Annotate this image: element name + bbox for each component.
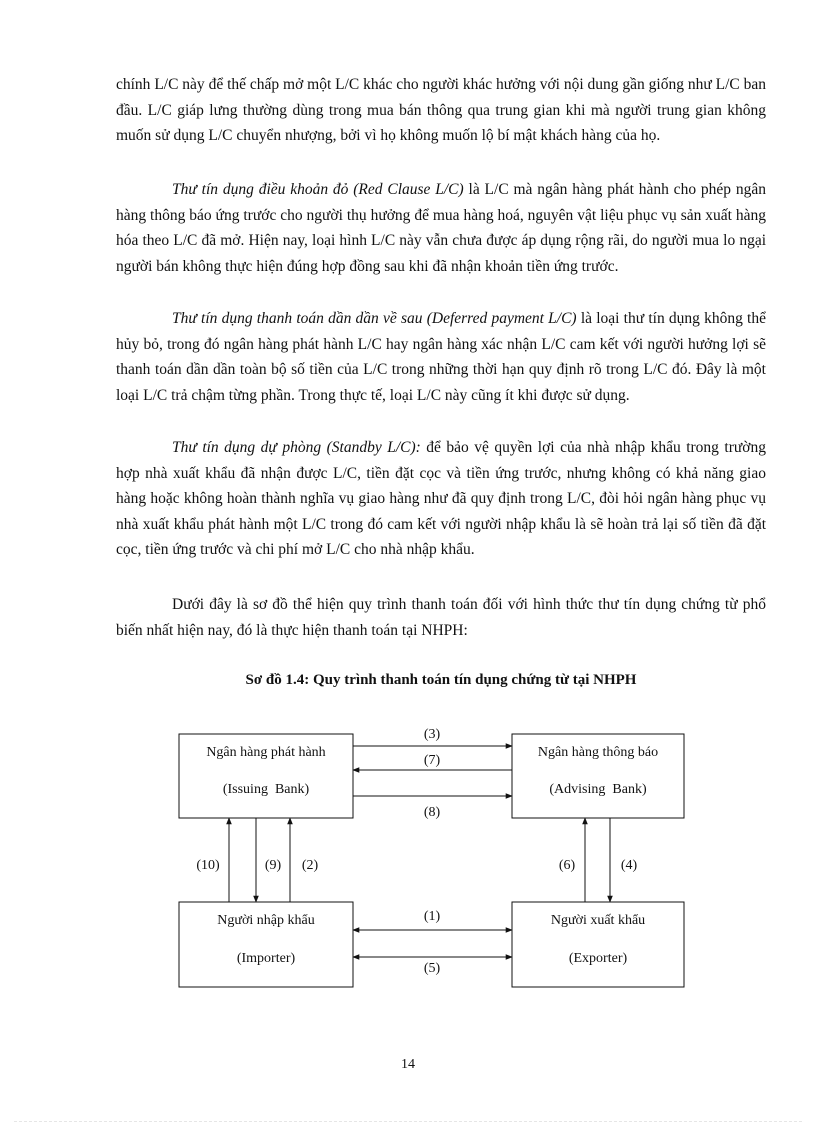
step-2-label: (2): [301, 858, 319, 873]
paragraph-lead: Thư tín dụng điều khoản đỏ (Red Clause L/C): [172, 181, 464, 198]
importer-english-label: (Importer): [236, 951, 296, 966]
importer-label: Người nhập khẩu: [217, 913, 315, 928]
paragraph-lead: Thư tín dụng thanh toán dần dần về sau (Deferred payment L/C): [172, 310, 577, 327]
step-7-label: (7): [423, 753, 441, 768]
step-8-label: (8): [423, 805, 441, 820]
step-10-label: (10): [196, 858, 220, 873]
advising-bank-english-label: (Advising Bank): [549, 782, 647, 797]
exporter-label: Người xuất khẩu: [550, 913, 646, 928]
step-1-label: (1): [423, 909, 441, 924]
diagram-caption: Sơ đồ 1.4: Quy trình thanh toán tín dụng chứng từ tại NHPH: [245, 672, 637, 688]
step-9-label: (9): [264, 858, 282, 873]
exporter-english-label: (Exporter): [568, 951, 628, 966]
step-5-label: (5): [423, 961, 441, 976]
paragraph-text: chính L/C này để thế chấp mở một L/C khác cho người khác hưởng với nội dung gần giống như L/C ban đầu. L/C giáp lưng thường dùng trong mua bán thông qua trung gian khi mà người trung gian không muốn sử dụng L/C chuyển nhượng, bởi vì họ không muốn lộ bí mật khách hàng của họ.: [116, 76, 766, 144]
issuing-bank-label: Ngân hàng phát hành: [206, 745, 326, 760]
paragraph-text: là L/C mà ngân hàng phát hành cho phép ngân hàng thông báo ứng trước cho người thụ hưởng để mua hàng hoá, nguyên vật liệu phục vụ sản xuất hàng hóa theo L/C đã mở. Hiện nay, loại hình L/C này vẫn chưa được áp dụng rộng rãi, do người mua lo ngại người bán không thực hiện đúng hợp đồng sau khi đã nhận khoản tiền ứng trước.: [116, 181, 766, 275]
paragraph-text: là loại thư tín dụng không thể hủy bỏ, trong đó ngân hàng phát hành L/C hay ngân hàng xác nhận L/C cam kết với người hưởng lợi sẽ thanh toán dần dần toàn bộ số tiền của L/C trong những thời hạn quy định rõ trong L/C đó. Đây là một loại L/C trả chậm từng phần. Trong thực tế, loại L/C này cũng ít khi được sử dụng.: [116, 310, 766, 404]
advising-bank-label: Ngân hàng thông báo: [537, 745, 659, 760]
footer-divider: [14, 1121, 802, 1122]
page-number: 14: [401, 1057, 415, 1072]
step-6-label: (6): [558, 858, 576, 873]
paragraph-lead: Thư tín dụng dự phòng (Standby L/C):: [172, 439, 421, 456]
step-3-label: (3): [423, 727, 441, 742]
issuing-bank-english-label: (Issuing Bank): [222, 782, 310, 797]
step-4-label: (4): [620, 858, 638, 873]
paragraph-text: Dưới đây là sơ đồ thể hiện quy trình thanh toán đối với hình thức thư tín dụng chứng từ phổ biến nhất hiện nay, đó là thực hiện thanh toán tại NHPH:: [116, 596, 766, 639]
paragraph-text: để bảo vệ quyền lợi của nhà nhập khẩu trong trường hợp nhà xuất khẩu đã nhận được L/C, tiền đặt cọc và tiền ứng trước, nhưng không có khả năng giao hàng hoặc không hoàn thành nghĩa vụ giao hàng như đã quy định trong L/C, đòi hỏi ngân hàng phục vụ nhà xuất khẩu phát hành một L/C trong đó cam kết với người nhập khẩu là sẽ hoàn trả lại số tiền đã đặt cọc, tiền ứng trước và chi phí mở L/C cho nhà nhập khẩu.: [116, 439, 766, 558]
